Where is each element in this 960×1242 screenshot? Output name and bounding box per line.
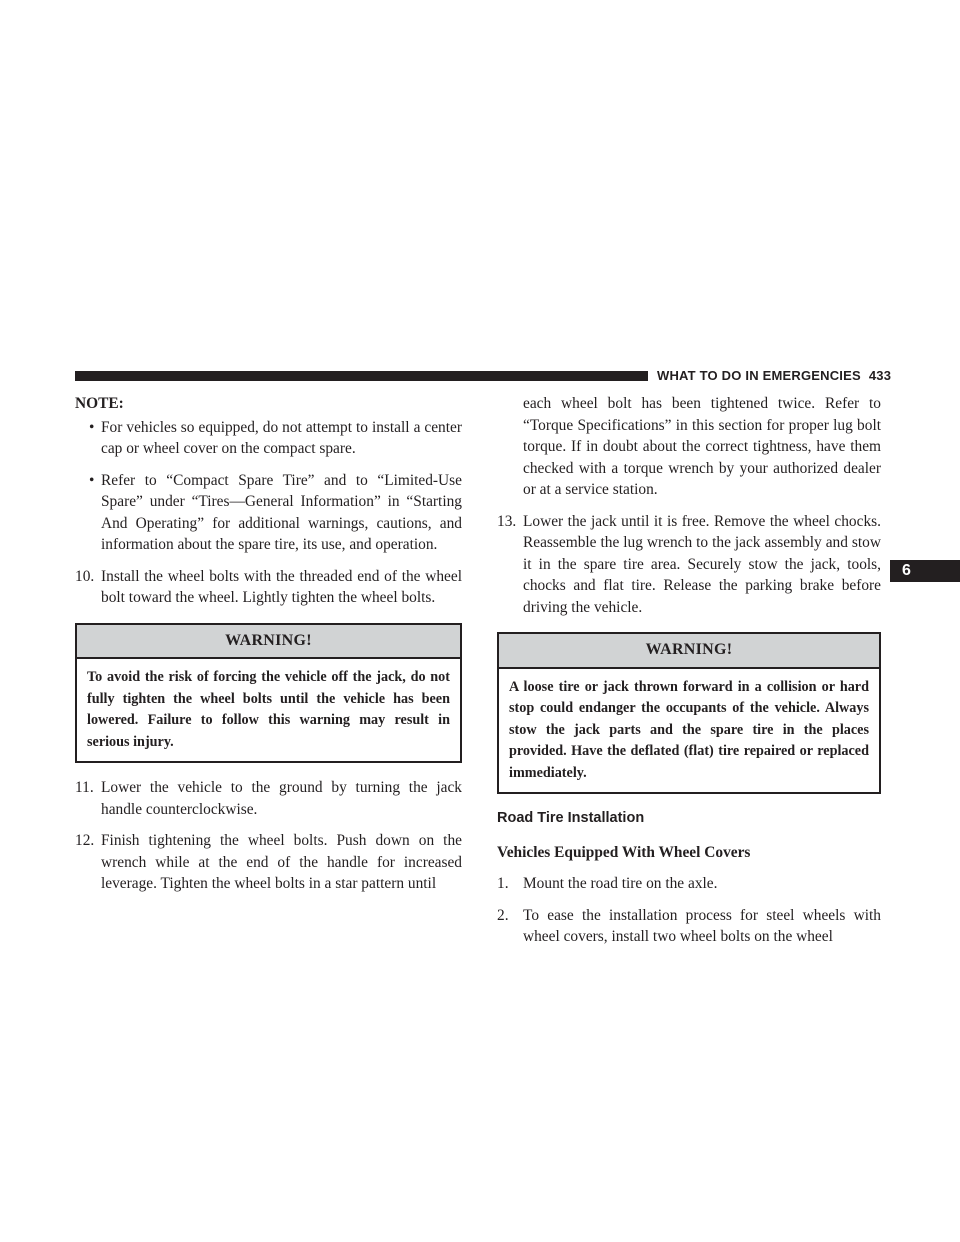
bullet-icon: • bbox=[89, 418, 95, 436]
warning-body: To avoid the risk of forcing the vehicle off the jack, do not fully tighten the wheel bolts until the vehicle has been lowered. Failure to follow this warning may result in serious injury. bbox=[87, 669, 450, 750]
step-number: 10. bbox=[75, 567, 95, 585]
warning-title: WARNING! bbox=[77, 625, 460, 660]
bullet-text: For vehicles so equipped, do not attempt to install a center cap or wheel cover on the compact spare. bbox=[101, 418, 462, 457]
step-12 bbox=[75, 830, 462, 895]
note-bullet bbox=[75, 417, 462, 460]
note-label: NOTE: bbox=[75, 395, 124, 412]
step-text: To ease the installation process for steel wheels with wheel covers, install two wheel bolts on the wheel bbox=[523, 906, 881, 945]
step-text: Lower the vehicle to the ground by turning the jack handle counterclockwise. bbox=[101, 779, 462, 818]
chapter-tab: 6 bbox=[890, 560, 960, 582]
bullet-icon: • bbox=[89, 471, 95, 489]
bullet-text: Refer to “Compact Spare Tire” and to “Limited-Use Spare” under “Tires—General Information” in “Starting And Operating” for additional warnings, cautions, and information about the spare tire, its use, and operation. bbox=[101, 471, 462, 553]
step-text: Finish tightening the wheel bolts. Push down on the wrench while at the end of the handle for increased leverage. Tighten the wheel bolts in a star pattern until bbox=[101, 832, 462, 892]
warning-title: WARNING! bbox=[499, 634, 879, 669]
section-heading: Road Tire Installation bbox=[497, 810, 645, 826]
step-1 bbox=[497, 873, 881, 895]
page-number: 433 bbox=[868, 368, 892, 383]
step-13 bbox=[497, 511, 881, 619]
step-number: 1. bbox=[497, 875, 509, 892]
step-text: Mount the road tire on the axle. bbox=[523, 875, 718, 892]
step-number: 2. bbox=[497, 906, 509, 924]
step-11 bbox=[75, 777, 462, 820]
running-header bbox=[657, 368, 891, 383]
warning-box bbox=[497, 632, 881, 794]
step-2 bbox=[497, 905, 881, 948]
step-text: Install the wheel bolts with the threaded end of the wheel bolt toward the wheel. Lightly tighten the wheel bolts. bbox=[101, 567, 462, 606]
left-column bbox=[75, 393, 462, 905]
step-number: 12. bbox=[75, 832, 95, 849]
right-column bbox=[497, 393, 881, 958]
note-bullet bbox=[75, 470, 462, 556]
sub-heading: Vehicles Equipped With Wheel Covers bbox=[497, 843, 751, 861]
warning-box bbox=[75, 623, 462, 764]
step-number: 13. bbox=[497, 512, 517, 530]
step-10 bbox=[75, 566, 462, 609]
step-number: 11. bbox=[75, 779, 94, 796]
section-title: WHAT TO DO IN EMERGENCIES bbox=[657, 368, 861, 383]
warning-body: A loose tire or jack thrown forward in a collision or hard stop could endanger the occupants of the vehicle. Always stow the jack parts and the spare tire in the places provided. Have the deflated (flat) tire repaired or replaced immediately. bbox=[509, 678, 869, 781]
step-text: Lower the jack until it is free. Remove the wheel chocks. Reassemble the lug wrench to the jack assembly and stow it in the spare tire area. Securely stow the jack, tools, chocks and flat tire. Release the parking brake before driving the vehicle. bbox=[523, 512, 881, 616]
step-12-continued: each wheel bolt has been tightened twice. Refer to “Torque Specifications” in this section for proper lug bolt torque. If in doubt about the correct tightness, have them checked with a torque wrench by your authorized dealer or at a service station. bbox=[523, 395, 881, 498]
header-rule bbox=[75, 371, 648, 381]
